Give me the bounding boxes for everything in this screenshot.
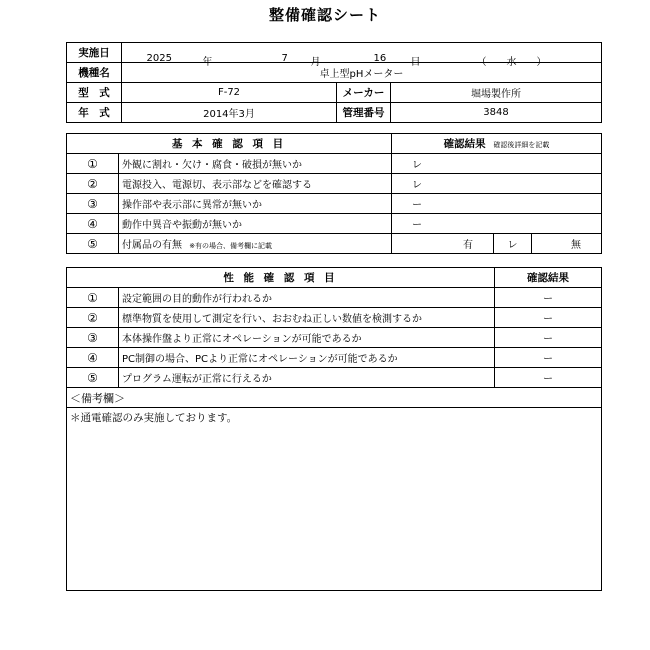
date-weekday: （ 水 ） xyxy=(476,56,547,68)
row-result: ー xyxy=(495,288,602,308)
basic-header: 基 本 確 認 項 目 xyxy=(67,134,392,154)
basic-result-label: 確認結果 xyxy=(443,138,486,150)
model-value: 卓上型pHメーター xyxy=(122,63,602,83)
row-number: ③ xyxy=(67,194,119,214)
row-number: ③ xyxy=(67,328,119,348)
table-row xyxy=(67,174,602,194)
info-table xyxy=(66,42,602,123)
row-number: ① xyxy=(67,288,119,308)
date-year-unit: 年 xyxy=(202,56,213,68)
table-row xyxy=(67,234,602,254)
table-row xyxy=(67,348,602,368)
row-text: プログラム運転が正常に行えるか xyxy=(119,368,495,388)
row-text: PC制御の場合、PCより正常にオペレーションが可能であるか xyxy=(119,348,495,368)
table-row xyxy=(67,214,602,234)
accessory-check: レ xyxy=(494,234,532,254)
row-number: ① xyxy=(67,154,119,174)
year-value: 2014年3月 xyxy=(122,103,337,123)
row-number: ⑤ xyxy=(67,234,119,254)
row-text: 操作部や表示部に異常が無いか xyxy=(119,194,392,214)
row-text: 動作中異音や振動が無いか xyxy=(119,214,392,234)
model-label: 機種名 xyxy=(67,63,122,83)
accessory-label: 付属品の有無 xyxy=(122,240,182,251)
type-value: F-72 xyxy=(122,83,337,103)
date-day: 16 xyxy=(373,52,387,64)
maker-label: メーカー xyxy=(337,83,391,103)
date-label: 実施日 xyxy=(67,43,122,63)
table-row xyxy=(67,328,602,348)
row-number: ② xyxy=(67,174,119,194)
table-row xyxy=(67,308,602,328)
date-month-unit: 月 xyxy=(310,56,321,68)
basic-check-table xyxy=(66,133,602,254)
date-month: 7 xyxy=(281,52,288,64)
row-result: レ xyxy=(392,154,602,174)
page-title: 整備確認シート xyxy=(268,6,381,24)
row-text: 標準物質を使用して測定を行い、おおむね正しい数値を検測するか xyxy=(119,308,495,328)
row-text xyxy=(119,234,392,254)
row-result: ー xyxy=(495,328,602,348)
type-label: 型 式 xyxy=(67,83,122,103)
table-row xyxy=(67,194,602,214)
row-number: ② xyxy=(67,308,119,328)
table-row xyxy=(67,288,602,308)
row-result: ー xyxy=(392,194,602,214)
date-year: 2025 xyxy=(146,52,172,64)
performance-check-table xyxy=(66,267,602,591)
remarks-text: ＊通電確認のみ実施しております。 xyxy=(70,412,238,424)
basic-result-note: 確認後詳細を記載 xyxy=(493,141,550,149)
row-text: 外観に割れ・欠け・腐食・破損が無いか xyxy=(119,154,392,174)
row-result: ー xyxy=(495,308,602,328)
date-value xyxy=(122,43,602,68)
table-row xyxy=(67,154,602,174)
row-result: ー xyxy=(495,348,602,368)
row-number: ④ xyxy=(67,214,119,234)
row-text: 設定範囲の目的動作が行われるか xyxy=(119,288,495,308)
basic-result-header xyxy=(392,134,602,154)
perf-header: 性 能 確 認 項 目 xyxy=(67,268,495,288)
row-number: ⑤ xyxy=(67,368,119,388)
remarks-body xyxy=(67,408,602,591)
table-row xyxy=(67,368,602,388)
row-text: 電源投入、電源切、表示部などを確認する xyxy=(119,174,392,194)
accessory-yes: 有 xyxy=(392,234,494,254)
perf-result-header: 確認結果 xyxy=(495,268,602,288)
accessory-no: 無 xyxy=(532,234,602,254)
mgmt-label: 管理番号 xyxy=(337,103,391,123)
maker-value: 堀場製作所 xyxy=(391,83,602,103)
mgmt-value: 3848 xyxy=(391,103,602,123)
row-result: ー xyxy=(495,368,602,388)
year-label: 年 式 xyxy=(67,103,122,123)
row-result: レ xyxy=(392,174,602,194)
row-result: ー xyxy=(392,214,602,234)
accessory-note: ※有の場合、備考欄に記載 xyxy=(189,242,273,250)
row-number: ④ xyxy=(67,348,119,368)
date-day-unit: 日 xyxy=(410,56,421,68)
row-text: 本体操作盤より正常にオペレーションが可能であるか xyxy=(119,328,495,348)
remarks-label: ＜備考欄＞ xyxy=(67,388,602,408)
